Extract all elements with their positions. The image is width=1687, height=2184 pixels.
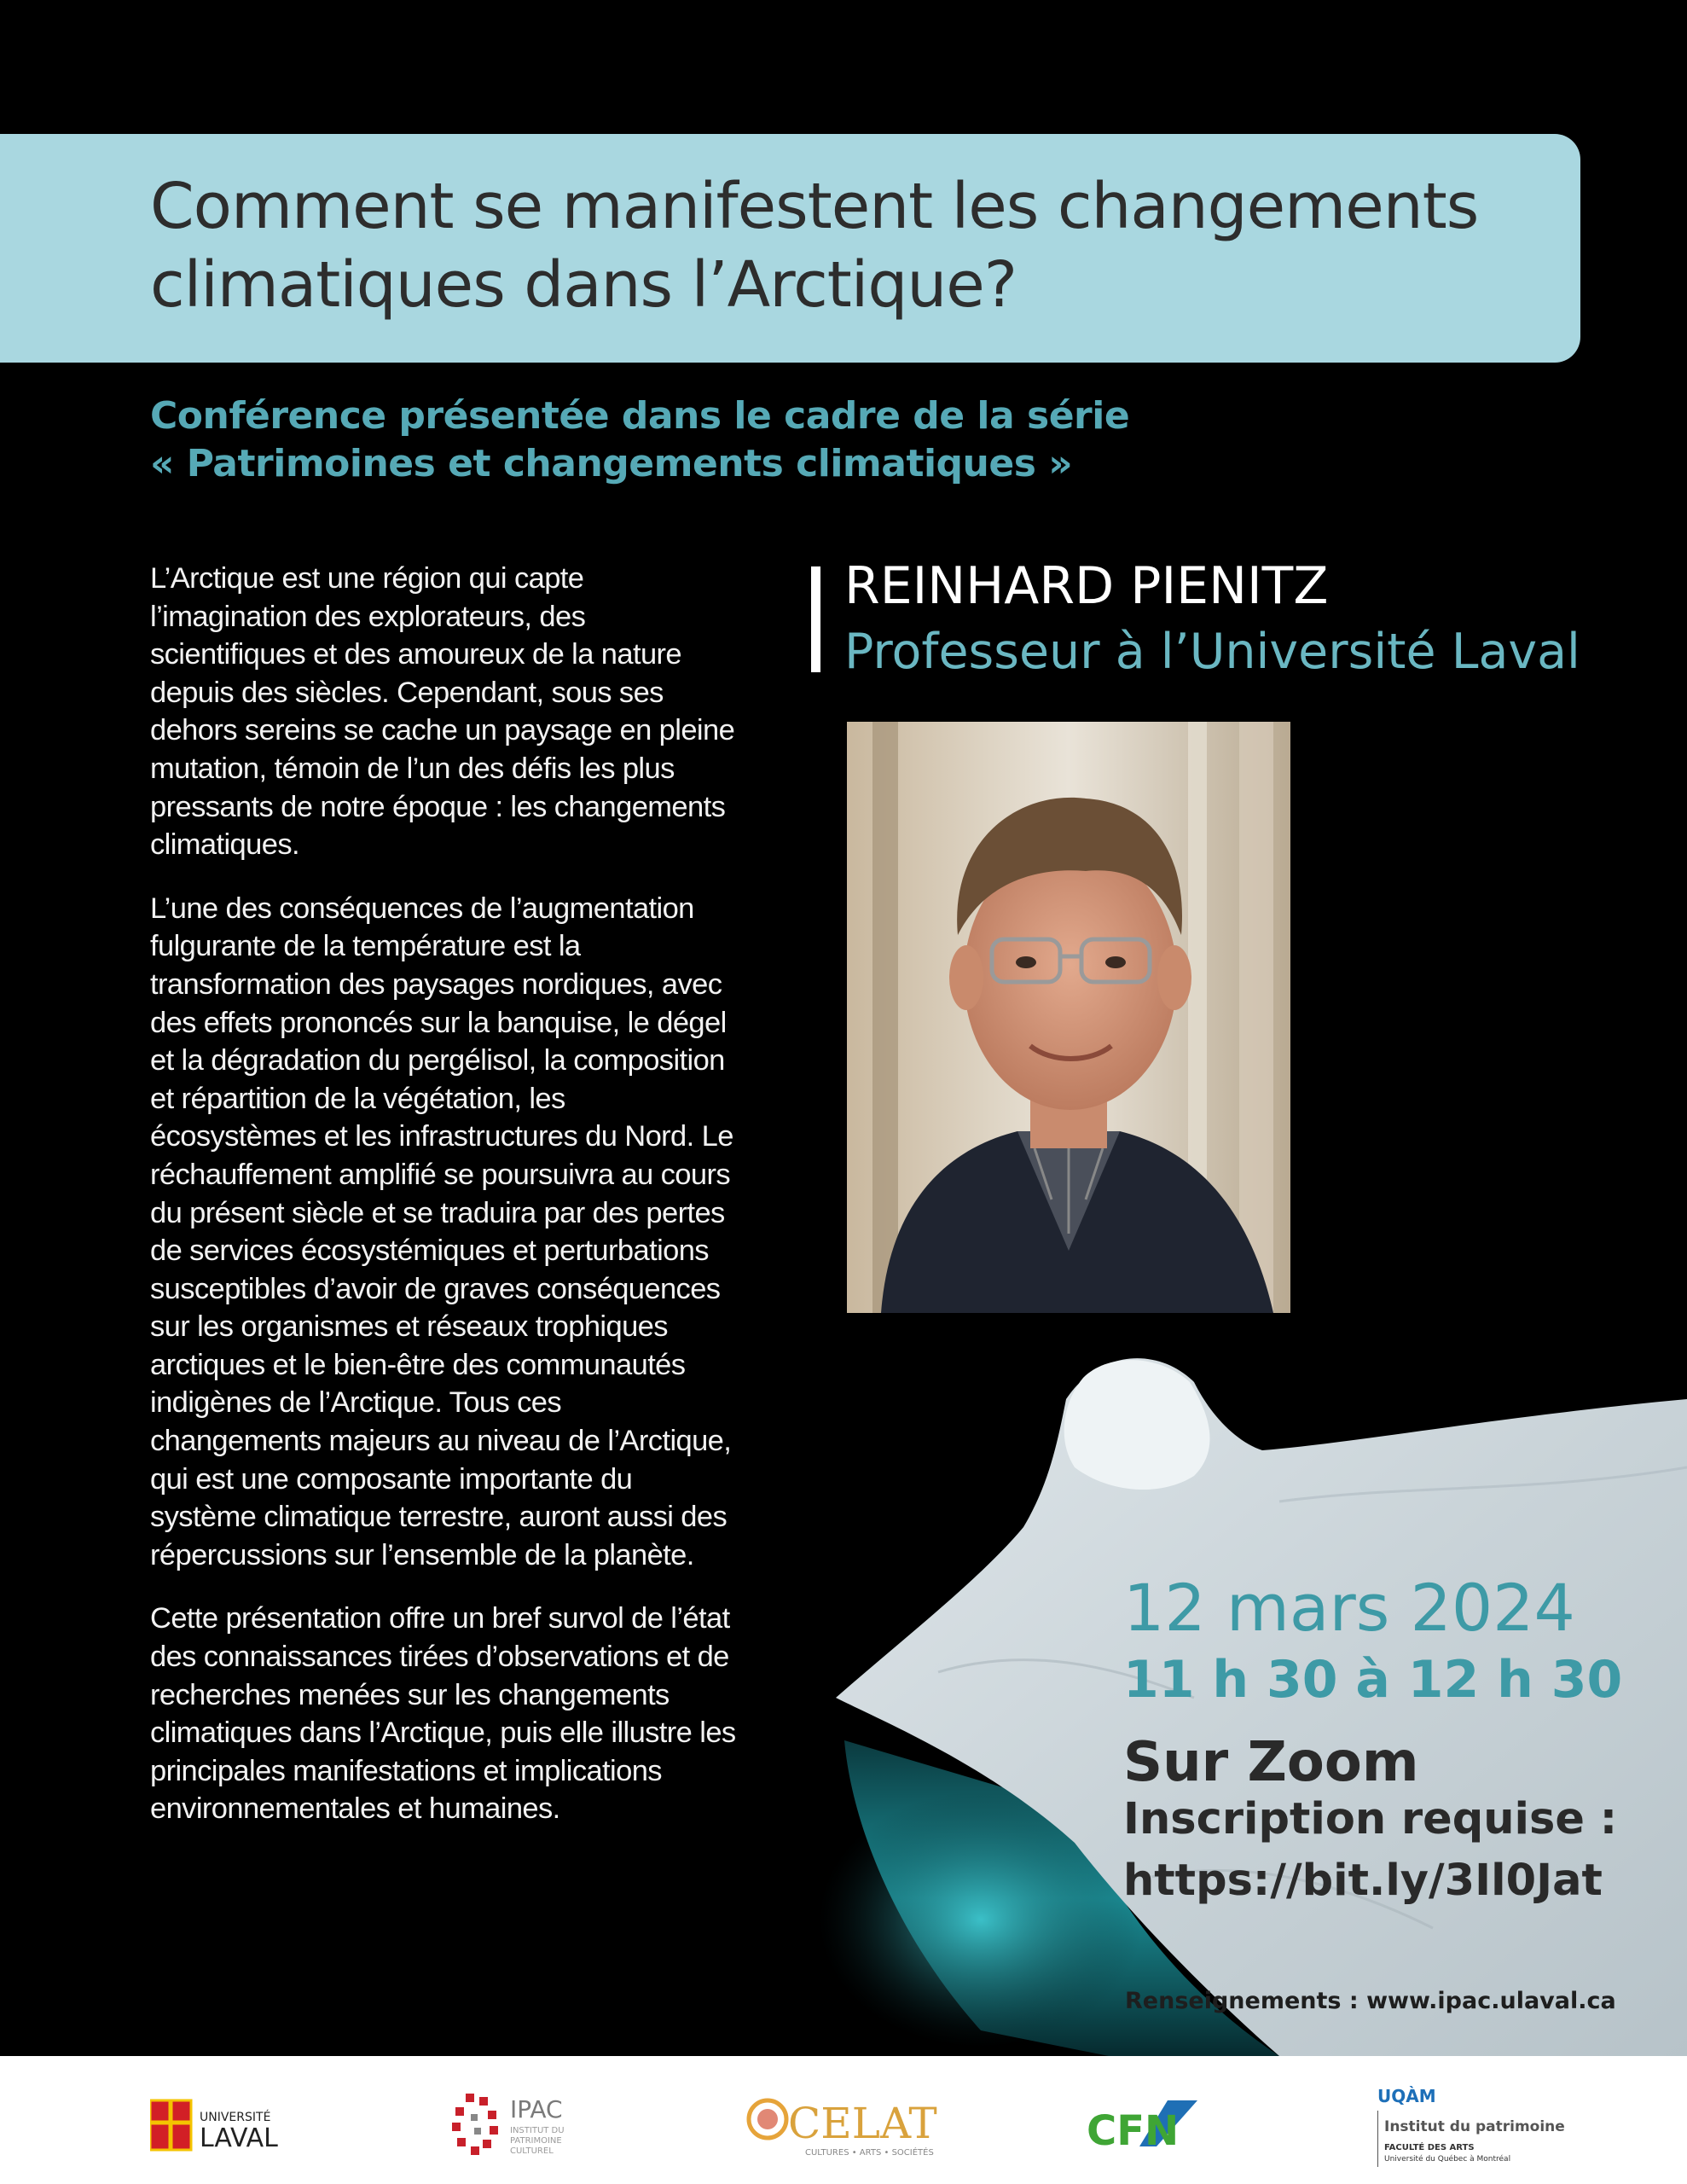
- subtitle-line-1: Conférence présentée dans le cadre de la série: [150, 394, 1130, 438]
- info-link[interactable]: Renseignements : www.ipac.ulaval.ca: [1125, 1988, 1616, 2014]
- description-paragraph-2: L’une des conséquences de l’augmentation fulgurante de la température est la transformation des paysages nordiques, avec des effets prononcés sur la banquise, le dégel et la dégradation du pergélisol, la composition et répartition de la végétation, les écosystèmes et les infrastructures du Nord. Le réchauffement amplifié se poursuivra au cours du présent siècle et se traduira par des pertes de services écosystémiques et perturbations susceptibles d’avoir de graves conséquences sur les organismes et réseaux trophiques arctiques et le bien-être des communautés indigènes de l’Arctique. Tous ces changements majeurs au niveau de l’Arctique, qui est une composante importante du système climatique terrestre, auront aussi des répercussions sur l’ensemble de la planète.: [150, 892, 733, 1571]
- description-paragraph-1: L’Arctique est une région qui capte l’imagination des explorateurs, des scientifiques et des amoureux de la nature depuis des siècles. Cependant, sous ses dehors sereins se cache un paysage en pleine mutation, témoin de l’un des défis les plus pressants de notre époque : les changements climatiques.: [150, 562, 735, 862]
- celat-logo-tagline: CULTURES • ARTS • SOCIÉTÉS: [805, 2148, 934, 2158]
- cfn-logo-name: CFN: [1087, 2107, 1180, 2155]
- laval-logo: [150, 2097, 287, 2153]
- celat-logo: [745, 2092, 942, 2160]
- registration: [1123, 1789, 1617, 1912]
- title-line-1: Comment se manifestent les changements: [150, 170, 1479, 243]
- laval-logo-line1: UNIVERSITÉ: [200, 2111, 271, 2124]
- cfn-logo: [1087, 2094, 1206, 2155]
- uqam-logo: [1377, 2082, 1565, 2175]
- ipac-logo-line2: PATRIMOINE: [510, 2136, 562, 2146]
- ipac-logo: [449, 2088, 602, 2165]
- uqam-logo-line1: Institut du patrimoine: [1384, 2118, 1565, 2135]
- speaker-photo: [847, 722, 1290, 1313]
- registration-link[interactable]: https://bit.ly/3Il0Jat: [1123, 1856, 1603, 1906]
- title-line-2: climatiques dans l’Arctique?: [150, 248, 1017, 322]
- registration-label: Inscription requise :: [1123, 1794, 1618, 1844]
- speaker-divider: [811, 566, 820, 672]
- event-platform: Sur Zoom: [1123, 1731, 1419, 1794]
- description: [150, 560, 739, 1854]
- page-title: [150, 167, 1600, 324]
- ipac-logo-line3: CULTUREL: [510, 2146, 554, 2156]
- uqam-logo-name: UQÀM: [1377, 2086, 1436, 2106]
- ipac-logo-name: IPAC: [510, 2095, 563, 2123]
- uqam-logo-line2: FACULTÉ DES ARTS: [1384, 2143, 1475, 2152]
- laval-logo-line2: LAVAL: [200, 2123, 278, 2153]
- uqam-logo-line3: Université du Québec à Montréal: [1384, 2155, 1511, 2164]
- description-paragraph-3: Cette présentation offre un bref survol de l’état des connaissances tirées d’observations et de recherches menées sur les changements climatiques dans l’Arctique, puis elle illustre les principales manifestations et implications environnementales et humaines.: [150, 1602, 736, 1826]
- portrait-icon: [847, 722, 1290, 1313]
- speaker-name: REINHARD PIENITZ: [844, 556, 1329, 616]
- event-time: 11 h 30 à 12 h 30: [1123, 1650, 1623, 1710]
- footer-logos: [0, 2056, 1687, 2184]
- celat-logo-name: CELAT: [788, 2099, 937, 2148]
- ipac-logo-line1: INSTITUT DU: [510, 2126, 565, 2135]
- subtitle-line-2: « Patrimoines et changements climatiques »: [150, 442, 1073, 485]
- speaker-role: Professeur à l’Université Laval: [844, 624, 1580, 680]
- series-subtitle: [150, 392, 1429, 488]
- event-date: 12 mars 2024: [1123, 1570, 1575, 1646]
